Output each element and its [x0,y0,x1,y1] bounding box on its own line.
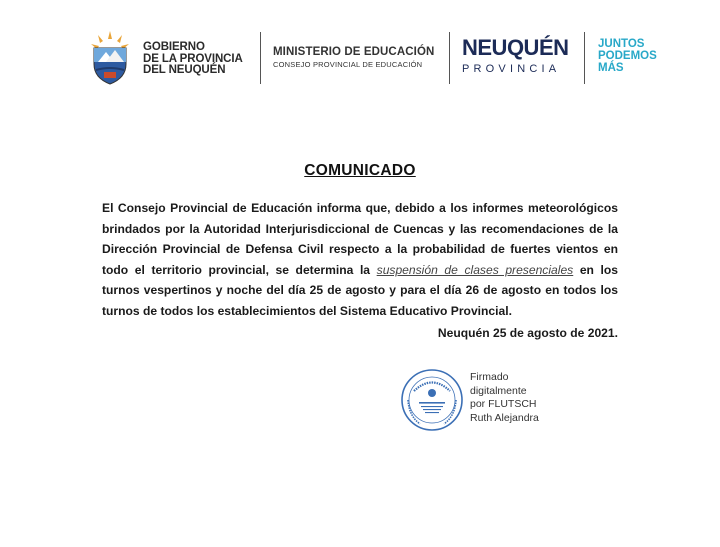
header-divider [260,32,261,84]
province-brand-subtitle: PROVINCIA [462,63,561,75]
date-line: Neuquén 25 de agosto de 2021. [437,326,618,340]
coat-of-arms-icon [88,30,132,86]
slogan: JUNTOS PODEMOS MÁS [598,38,657,74]
digital-signature-text: Firmado digitalmente por FLUTSCH Ruth Alejandra [470,371,539,424]
ministry-title: MINISTERIO DE EDUCACIÓN [273,46,435,58]
government-name: GOBIERNO DE LA PROVINCIA DEL NEUQUÉN [143,41,243,76]
header-divider [584,32,585,84]
letterhead [0,24,720,94]
body-emphasis: suspensión de clases presenciales [376,262,574,277]
government-logo [88,30,248,86]
header-divider [449,32,450,84]
digital-signature-seal-icon [400,368,464,432]
province-brand [462,36,569,75]
document-title: COMUNICADO [304,162,416,179]
document-body [102,198,618,321]
body-text-part2: en los turnos vespertinos y noche del día 25 de agosto y para el día 26 de agosto en todos los turnos de todos los establecimientos del Sistema Educativo Provincial. [102,262,619,318]
document-title-wrap [0,162,720,180]
ministry-subtitle: CONSEJO PROVINCIAL DE EDUCACIÓN [273,60,423,69]
body-text-part1: El Consejo Provincial de Educación informa que, debido a los informes meteorológicos brindados por la Autoridad Interjurisdiccional de Cuencas y las recomendaciones de la Dirección Provincial de Defensa Civil respecto a la probabilidad de fuertes vientos en todo el territorio provincial, se determina la [102,201,618,277]
ministry-label [273,46,434,69]
province-brand-title: NEUQUÉN [462,35,569,60]
